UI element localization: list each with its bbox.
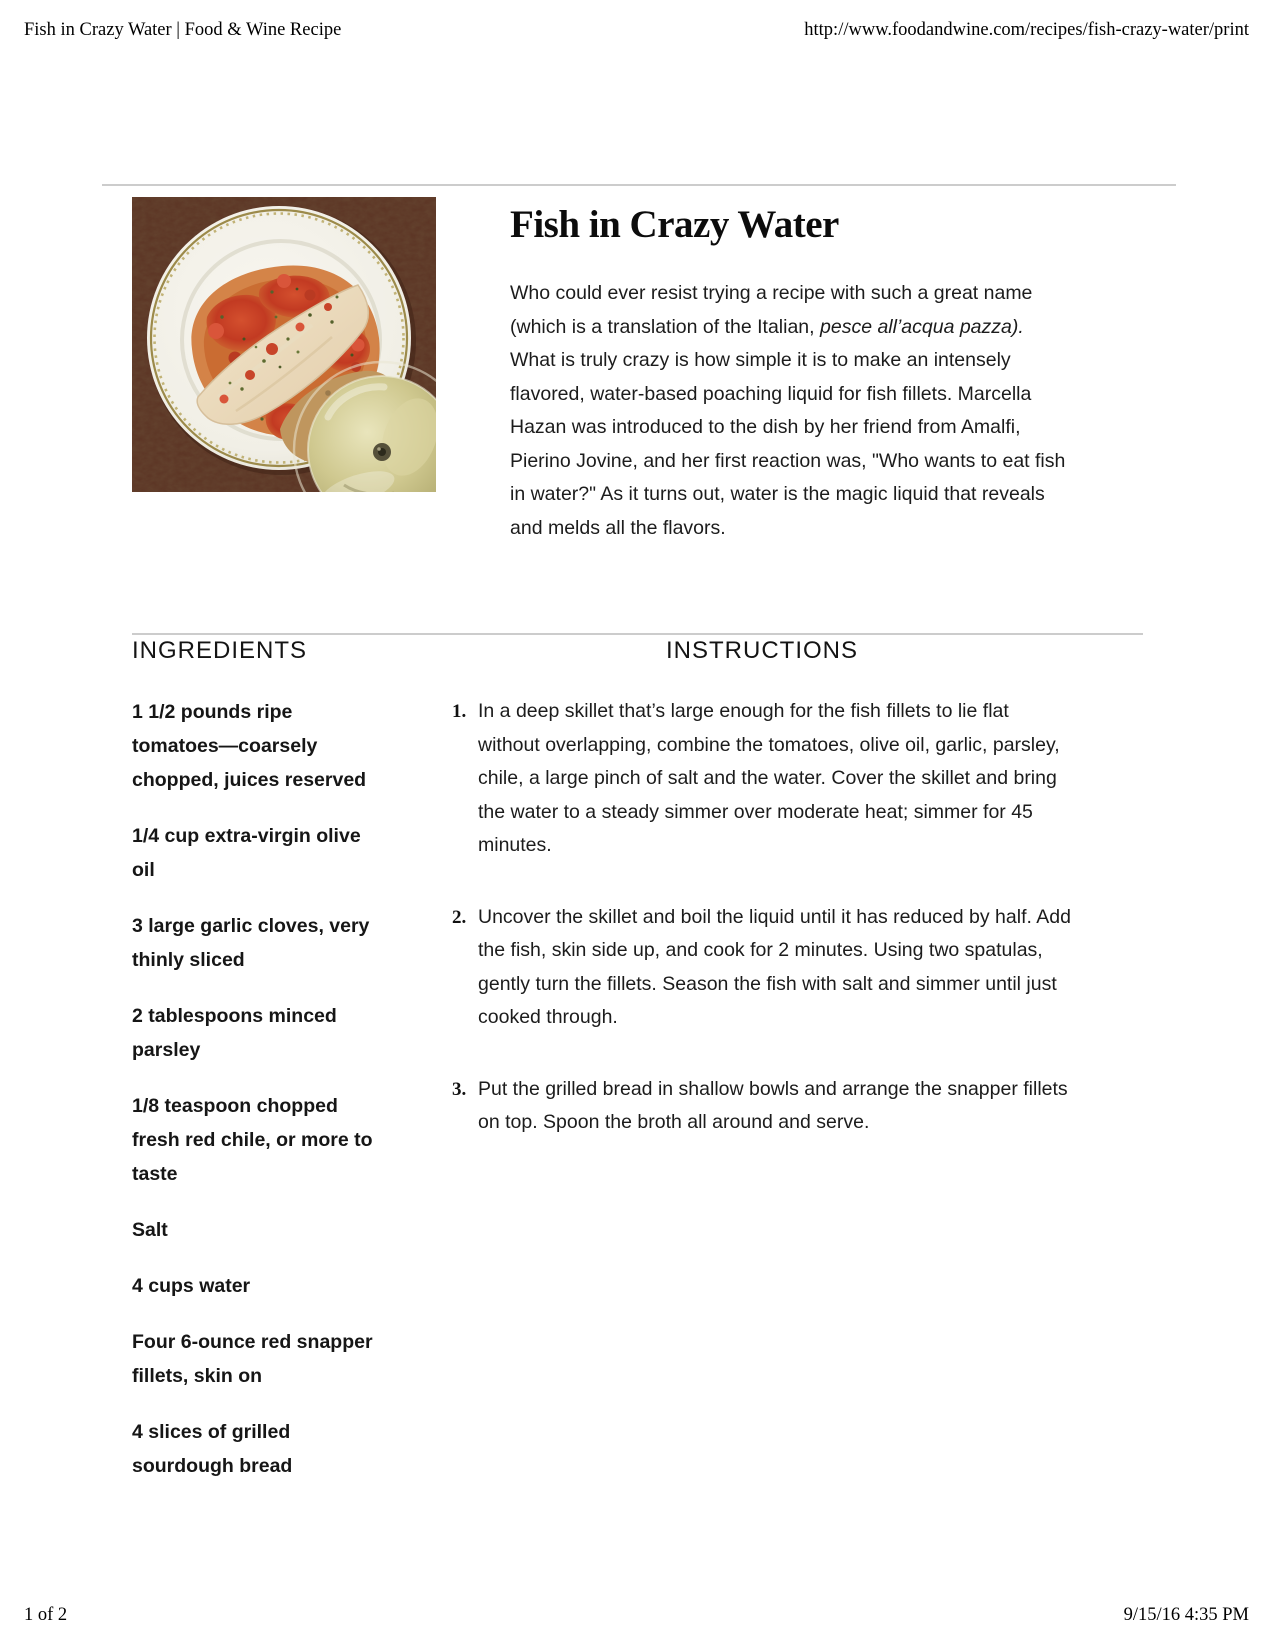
instructions-list	[452, 695, 1074, 1140]
ingredient-item: 1/4 cup extra-virgin olive oil	[132, 825, 361, 881]
instruction-text: Uncover the skillet and boil the liquid until it has reduced by half. Add the fish, skin side up, and cook for 2 minutes. Using two spatulas, gently turn the fillets. Season the fish with salt and simmer until just cooked through.	[478, 905, 1071, 1028]
header-url: http://www.foodandwine.com/recipes/fish-crazy-water/print	[804, 20, 1249, 40]
instruction-number: 1.	[452, 701, 467, 722]
instruction-item	[452, 901, 1074, 1035]
instruction-number: 2.	[452, 906, 467, 928]
instructions-heading: INSTRUCTIONS	[666, 637, 858, 664]
description-text-1: Who could ever resist trying a recipe with such a great name (which is a translation of the Italian,	[510, 282, 1033, 338]
footer-timestamp: 9/15/16 4:35 PM	[1123, 1605, 1249, 1625]
instruction-item	[452, 695, 1074, 863]
ingredient-item: 2 tablespoons minced parsley	[132, 1005, 337, 1061]
top-divider	[102, 184, 1176, 186]
ingredients-list	[132, 695, 384, 1483]
ingredient-item: 4 slices of grilled sourdough bread	[132, 1421, 293, 1477]
ingredient-item: Salt	[132, 1219, 168, 1241]
ingredient-item: Four 6-ounce red snapper fillets, skin on	[132, 1331, 373, 1387]
instruction-number: 3.	[452, 1078, 467, 1100]
footer-page-number: 1 of 2	[24, 1605, 68, 1625]
ingredient-item: 1 1/2 pounds ripe tomatoes—coarsely chopped, juices reserved	[132, 701, 367, 791]
print-footer	[24, 1605, 1249, 1626]
recipe-title: Fish in Crazy Water	[510, 203, 839, 246]
instruction-text: In a deep skillet that’s large enough for the fish fillets to lie flat without overlapping, combine the tomatoes, olive oil, garlic, parsley, chile, a large pinch of salt and the water. Cover the skillet and bring the water to a steady simmer over moderate heat; simmer for 45 minutes.	[478, 700, 1060, 856]
recipe-description	[510, 277, 1070, 545]
instruction-item	[452, 1073, 1074, 1140]
ingredient-item: 1/8 teaspoon chopped fresh red chile, or more to taste	[132, 1095, 373, 1185]
middle-divider	[132, 633, 1143, 635]
description-text-2: What is truly crazy is how simple it is to make an intensely flavored, water-based poaching liquid for fish fillets. Marcella Hazan was introduced to the dish by her friend from Amalfi, Pierino Jovine, and her first reaction was, "Who wants to eat fish in water?" As it turns out, water is the magic liquid that reveals and melds all the flavors.	[510, 349, 1066, 539]
header-document-title: Fish in Crazy Water | Food & Wine Recipe	[24, 20, 342, 40]
instruction-text: Put the grilled bread in shallow bowls and arrange the snapper fillets on top. Spoon the broth all around and serve.	[478, 1077, 1068, 1133]
description-italian-phrase: pesce all’acqua pazza).	[820, 315, 1024, 338]
ingredients-heading: INGREDIENTS	[132, 637, 308, 664]
print-header	[24, 20, 1249, 41]
ingredient-item: 3 large garlic cloves, very thinly sliced	[132, 915, 370, 971]
ingredient-item: 4 cups water	[132, 1275, 251, 1297]
recipe-photo	[132, 197, 436, 492]
